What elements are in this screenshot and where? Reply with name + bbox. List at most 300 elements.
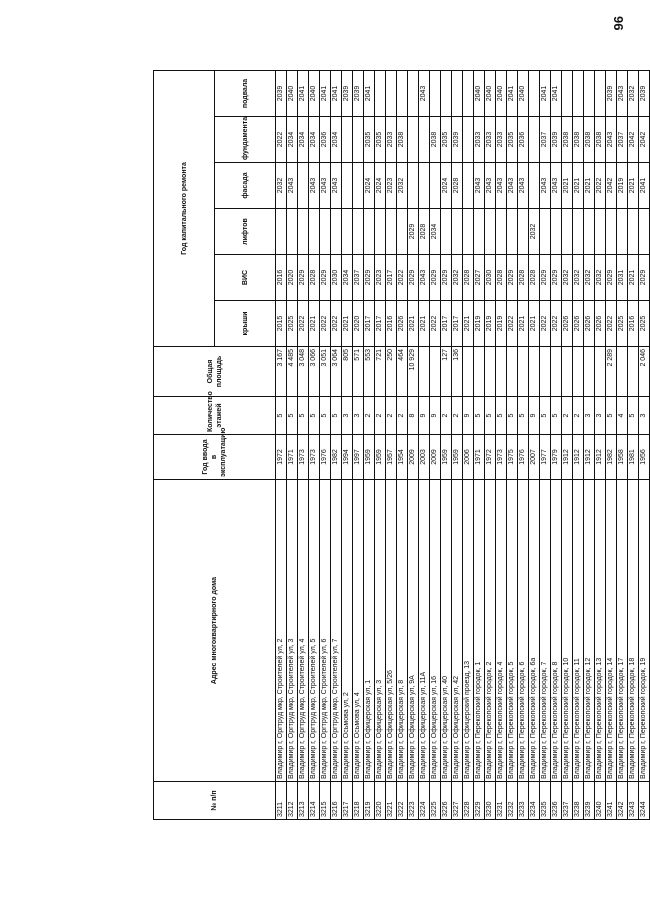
- cell-vis: 2020: [287, 255, 298, 301]
- cell-area: [430, 347, 441, 397]
- cell-floors: 2: [386, 397, 397, 435]
- cell-address: Владимир г, Перекопский городок, 7: [540, 480, 551, 782]
- cell-num: 3227: [452, 782, 463, 820]
- cell-basement: 2041: [364, 70, 375, 116]
- cell-roof: 2017: [375, 301, 386, 347]
- header-address: Адрес многоквартирного дома: [154, 480, 276, 782]
- cell-lifts: [364, 209, 375, 255]
- cell-year: 2009: [430, 435, 441, 480]
- cell-area: 3 066: [309, 347, 320, 397]
- cell-roof: 2022: [551, 301, 562, 347]
- cell-foundation: 2038: [573, 117, 584, 163]
- cell-area: 2 046: [639, 347, 650, 397]
- cell-foundation: 2039: [452, 117, 463, 163]
- cell-address: Владимир г, Осьмова ул, 4: [353, 480, 364, 782]
- cell-basement: 2039: [353, 70, 364, 116]
- cell-lifts: [507, 209, 518, 255]
- cell-address: Владимир г, Оргтруд мкр, Строителей ул, 2: [276, 480, 287, 782]
- cell-year: 1981: [628, 435, 639, 480]
- cell-roof: 2026: [573, 301, 584, 347]
- cell-roof: 2026: [584, 301, 595, 347]
- cell-foundation: 2039: [551, 117, 562, 163]
- cell-address: Владимир г, Перекопский городок, 18: [628, 480, 639, 782]
- cell-basement: [562, 70, 573, 116]
- table-row: [276, 70, 287, 819]
- header-year: Год ввода в эксплуатацию: [154, 435, 276, 480]
- cell-year: 1977: [540, 435, 551, 480]
- cell-facade: 2043: [496, 163, 507, 209]
- cell-vis: 2030: [485, 255, 496, 301]
- table-row: [353, 70, 364, 819]
- cell-roof: 2016: [628, 301, 639, 347]
- cell-vis: 2032: [452, 255, 463, 301]
- cell-foundation: 2034: [287, 117, 298, 163]
- cell-basement: 2039: [342, 70, 353, 116]
- cell-foundation: 2038: [595, 117, 606, 163]
- cell-roof: 2022: [320, 301, 331, 347]
- cell-year: 1973: [298, 435, 309, 480]
- cell-facade: 2043: [518, 163, 529, 209]
- cell-num: 3239: [584, 782, 595, 820]
- cell-roof: 2019: [485, 301, 496, 347]
- cell-basement: 2041: [540, 70, 551, 116]
- cell-address: Владимир г, Перекопский городок, 8: [551, 480, 562, 782]
- cell-basement: 2043: [617, 70, 628, 116]
- cell-year: 1976: [518, 435, 529, 480]
- cell-facade: 2032: [397, 163, 408, 209]
- cell-num: 3213: [298, 782, 309, 820]
- cell-roof: 2022: [507, 301, 518, 347]
- cell-basement: 2039: [606, 70, 617, 116]
- cell-year: 1994: [342, 435, 353, 480]
- table-row: [595, 70, 606, 819]
- cell-address: Владимир г, Офицерский проезд, 13: [463, 480, 474, 782]
- cell-facade: 2043: [474, 163, 485, 209]
- cell-address: Владимир г, Оргтруд мкр, Строителей ул, 6: [320, 480, 331, 782]
- cell-roof: 2022: [331, 301, 342, 347]
- cell-basement: 2040: [518, 70, 529, 116]
- cell-floors: 9: [463, 397, 474, 435]
- header-repair-group: Год капитального ремонта: [154, 70, 215, 346]
- cell-address: Владимир г, Перекопский городок, 6а: [529, 480, 540, 782]
- header-floors: Количество этажей: [154, 397, 276, 435]
- cell-lifts: [485, 209, 496, 255]
- cell-num: 3232: [507, 782, 518, 820]
- cell-foundation: 2035: [364, 117, 375, 163]
- cell-roof: 2025: [639, 301, 650, 347]
- cell-num: 3241: [606, 782, 617, 820]
- cell-floors: 9: [419, 397, 430, 435]
- cell-floors: 2: [452, 397, 463, 435]
- table-header: [154, 70, 276, 819]
- cell-foundation: 2042: [639, 117, 650, 163]
- cell-vis: 2029: [507, 255, 518, 301]
- cell-floors: 5: [309, 397, 320, 435]
- cell-area: [474, 347, 485, 397]
- cell-lifts: [276, 209, 287, 255]
- cell-lifts: [298, 209, 309, 255]
- cell-foundation: 2034: [309, 117, 320, 163]
- cell-num: 3237: [562, 782, 573, 820]
- table-row: [298, 70, 309, 819]
- cell-lifts: [518, 209, 529, 255]
- cell-floors: 9: [430, 397, 441, 435]
- cell-facade: [529, 163, 540, 209]
- cell-facade: [298, 163, 309, 209]
- cell-floors: 5: [540, 397, 551, 435]
- header-lifts: лифтов: [215, 209, 276, 255]
- cell-vis: 2030: [331, 255, 342, 301]
- page-number: 96: [611, 16, 626, 31]
- cell-floors: 2: [375, 397, 386, 435]
- cell-area: 805: [342, 347, 353, 397]
- header-num: № п/п: [154, 782, 276, 820]
- cell-num: 3223: [408, 782, 419, 820]
- cell-area: [529, 347, 540, 397]
- cell-lifts: 2032: [529, 209, 540, 255]
- cell-foundation: [529, 117, 540, 163]
- cell-area: [551, 347, 562, 397]
- cell-basement: 2040: [474, 70, 485, 116]
- cell-roof: 2021: [408, 301, 419, 347]
- cell-lifts: [309, 209, 320, 255]
- table-row: [309, 70, 320, 819]
- cell-address: Владимир г, Перекопский городок, 14: [606, 480, 617, 782]
- cell-vis: 2029: [639, 255, 650, 301]
- table-row: [364, 70, 375, 819]
- cell-area: [518, 347, 529, 397]
- cell-facade: 2043: [309, 163, 320, 209]
- cell-year: 1954: [397, 435, 408, 480]
- cell-year: 1959: [452, 435, 463, 480]
- table-row: [287, 70, 298, 819]
- cell-floors: 2: [364, 397, 375, 435]
- cell-vis: 2031: [617, 255, 628, 301]
- cell-foundation: [353, 117, 364, 163]
- cell-foundation: 2035: [507, 117, 518, 163]
- cell-num: 3242: [617, 782, 628, 820]
- cell-year: 1957: [386, 435, 397, 480]
- cell-area: 3 048: [298, 347, 309, 397]
- cell-num: 3228: [463, 782, 474, 820]
- cell-lifts: [386, 209, 397, 255]
- cell-basement: 2040: [485, 70, 496, 116]
- cell-area: [595, 347, 606, 397]
- cell-address: Владимир г, Офицерская ул, 11А: [419, 480, 430, 782]
- cell-address: Владимир г, Офицерская ул, 40: [441, 480, 452, 782]
- table-row: [507, 70, 518, 819]
- cell-num: 3244: [639, 782, 650, 820]
- cell-year: 2009: [408, 435, 419, 480]
- table-row: [496, 70, 507, 819]
- table-row: [485, 70, 496, 819]
- cell-roof: 2026: [397, 301, 408, 347]
- cell-num: 3236: [551, 782, 562, 820]
- cell-foundation: 2022: [276, 117, 287, 163]
- cell-basement: 2043: [419, 70, 430, 116]
- header-facade: фасада: [215, 163, 276, 209]
- table-row: [342, 70, 353, 819]
- cell-vis: 2028: [529, 255, 540, 301]
- cell-lifts: [452, 209, 463, 255]
- cell-floors: 5: [474, 397, 485, 435]
- cell-facade: 2043: [485, 163, 496, 209]
- cell-year: 1973: [309, 435, 320, 480]
- header-basement: подвала: [215, 70, 276, 116]
- cell-roof: 2025: [287, 301, 298, 347]
- cell-roof: 2017: [452, 301, 463, 347]
- cell-floors: 5: [331, 397, 342, 435]
- cell-roof: 2025: [617, 301, 628, 347]
- cell-roof: 2016: [386, 301, 397, 347]
- cell-basement: [441, 70, 452, 116]
- cell-address: Владимир г, Офицерская ул, 8: [397, 480, 408, 782]
- cell-foundation: 2034: [331, 117, 342, 163]
- cell-vis: 2043: [419, 255, 430, 301]
- cell-facade: 2023: [386, 163, 397, 209]
- cell-basement: 2041: [331, 70, 342, 116]
- cell-area: [562, 347, 573, 397]
- cell-facade: 2043: [507, 163, 518, 209]
- cell-foundation: 2033: [474, 117, 485, 163]
- cell-year: 1912: [595, 435, 606, 480]
- cell-year: 1975: [507, 435, 518, 480]
- table-body: [276, 70, 650, 819]
- table-row: [320, 70, 331, 819]
- cell-roof: 2019: [496, 301, 507, 347]
- cell-roof: 2021: [419, 301, 430, 347]
- cell-facade: [430, 163, 441, 209]
- cell-area: 553: [364, 347, 375, 397]
- cell-floors: 5: [485, 397, 496, 435]
- cell-basement: 2040: [287, 70, 298, 116]
- cell-lifts: [397, 209, 408, 255]
- cell-floors: 5: [551, 397, 562, 435]
- cell-roof: 2021: [309, 301, 320, 347]
- cell-facade: 2042: [606, 163, 617, 209]
- cell-address: Владимир г, Оргтруд мкр, Строителей ул, 5: [309, 480, 320, 782]
- cell-area: [573, 347, 584, 397]
- cell-facade: 2021: [573, 163, 584, 209]
- cell-year: 1982: [606, 435, 617, 480]
- cell-num: 3222: [397, 782, 408, 820]
- table-row: [397, 70, 408, 819]
- capital-repair-table: [153, 70, 650, 820]
- table-row: [518, 70, 529, 819]
- cell-area: [507, 347, 518, 397]
- cell-facade: [408, 163, 419, 209]
- cell-vis: 2028: [518, 255, 529, 301]
- cell-num: 3226: [441, 782, 452, 820]
- cell-lifts: [496, 209, 507, 255]
- cell-roof: 2021: [342, 301, 353, 347]
- cell-area: [617, 347, 628, 397]
- cell-basement: 2039: [639, 70, 650, 116]
- cell-roof: 2022: [430, 301, 441, 347]
- cell-num: 3243: [628, 782, 639, 820]
- cell-year: 1959: [441, 435, 452, 480]
- cell-year: 1958: [617, 435, 628, 480]
- cell-roof: 2022: [298, 301, 309, 347]
- cell-lifts: [628, 209, 639, 255]
- cell-floors: 5: [496, 397, 507, 435]
- cell-facade: 2019: [617, 163, 628, 209]
- cell-basement: [584, 70, 595, 116]
- cell-vis: 2022: [397, 255, 408, 301]
- cell-num: 3233: [518, 782, 529, 820]
- cell-floors: 5: [518, 397, 529, 435]
- cell-num: 3240: [595, 782, 606, 820]
- cell-lifts: 2029: [408, 209, 419, 255]
- table-row: [441, 70, 452, 819]
- cell-year: 1973: [496, 435, 507, 480]
- table-row: [584, 70, 595, 819]
- cell-foundation: 2038: [562, 117, 573, 163]
- cell-area: 250: [386, 347, 397, 397]
- cell-address: Владимир г, Оргтруд мкр, Строителей ул, 3: [287, 480, 298, 782]
- cell-roof: 2022: [540, 301, 551, 347]
- cell-vis: 2029: [364, 255, 375, 301]
- cell-num: 3230: [485, 782, 496, 820]
- cell-floors: 5: [507, 397, 518, 435]
- cell-address: Владимир г, Осьмова ул, 2: [342, 480, 353, 782]
- cell-area: [584, 347, 595, 397]
- cell-address: Владимир г, Офицерская ул, 3: [375, 480, 386, 782]
- cell-facade: 2021: [584, 163, 595, 209]
- cell-lifts: [573, 209, 584, 255]
- table-row: [639, 70, 650, 819]
- table-row: [430, 70, 441, 819]
- cell-basement: [397, 70, 408, 116]
- cell-area: 10 929: [408, 347, 419, 397]
- cell-lifts: [320, 209, 331, 255]
- cell-area: 721: [375, 347, 386, 397]
- cell-foundation: 2033: [485, 117, 496, 163]
- cell-num: 3218: [353, 782, 364, 820]
- cell-facade: [463, 163, 474, 209]
- cell-basement: [463, 70, 474, 116]
- cell-vis: 2017: [386, 255, 397, 301]
- cell-year: 1972: [485, 435, 496, 480]
- cell-year: 1971: [287, 435, 298, 480]
- cell-vis: 2029: [408, 255, 419, 301]
- cell-vis: 2032: [595, 255, 606, 301]
- cell-floors: 5: [320, 397, 331, 435]
- table-row: [474, 70, 485, 819]
- cell-floors: 5: [628, 397, 639, 435]
- cell-area: 571: [353, 347, 364, 397]
- cell-year: 1971: [474, 435, 485, 480]
- cell-num: 3212: [287, 782, 298, 820]
- table-row: [551, 70, 562, 819]
- cell-floors: 3: [353, 397, 364, 435]
- cell-vis: 2029: [320, 255, 331, 301]
- cell-year: 1997: [353, 435, 364, 480]
- cell-address: Владимир г, Перекопский городок, 2: [485, 480, 496, 782]
- cell-roof: 2017: [364, 301, 375, 347]
- cell-num: 3219: [364, 782, 375, 820]
- cell-vis: 2028: [463, 255, 474, 301]
- cell-num: 3220: [375, 782, 386, 820]
- cell-floors: 5: [276, 397, 287, 435]
- cell-year: 1959: [375, 435, 386, 480]
- cell-basement: 2041: [551, 70, 562, 116]
- cell-floors: 9: [529, 397, 540, 435]
- cell-facade: 2021: [562, 163, 573, 209]
- cell-area: 3 167: [276, 347, 287, 397]
- cell-area: 2 289: [606, 347, 617, 397]
- table-row: [419, 70, 430, 819]
- cell-lifts: [584, 209, 595, 255]
- cell-floors: 2: [441, 397, 452, 435]
- cell-lifts: [551, 209, 562, 255]
- cell-num: 3216: [331, 782, 342, 820]
- cell-roof: 2021: [463, 301, 474, 347]
- cell-basement: 2041: [298, 70, 309, 116]
- cell-foundation: 2036: [518, 117, 529, 163]
- cell-floors: 3: [595, 397, 606, 435]
- cell-address: Владимир г, Оргтруд мкр, Строителей ул, 7: [331, 480, 342, 782]
- cell-facade: [353, 163, 364, 209]
- header-roof: крыши: [215, 301, 276, 347]
- cell-facade: 2041: [639, 163, 650, 209]
- table-row: [529, 70, 540, 819]
- cell-basement: 2039: [276, 70, 287, 116]
- cell-area: 4 485: [287, 347, 298, 397]
- cell-foundation: 2033: [386, 117, 397, 163]
- cell-floors: 3: [639, 397, 650, 435]
- cell-basement: [452, 70, 463, 116]
- table-row: [463, 70, 474, 819]
- cell-area: [628, 347, 639, 397]
- table-row: [540, 70, 551, 819]
- cell-address: Владимир г, Перекопский городок, 13: [595, 480, 606, 782]
- cell-area: [496, 347, 507, 397]
- cell-vis: 2034: [342, 255, 353, 301]
- cell-vis: 2029: [298, 255, 309, 301]
- cell-address: Владимир г, Перекопский городок, 10: [562, 480, 573, 782]
- cell-foundation: [408, 117, 419, 163]
- cell-address: Владимир г, Офицерская ул, 5/26: [386, 480, 397, 782]
- cell-facade: 2021: [628, 163, 639, 209]
- cell-roof: 2020: [353, 301, 364, 347]
- cell-foundation: 2037: [540, 117, 551, 163]
- cell-facade: 2024: [364, 163, 375, 209]
- cell-lifts: [342, 209, 353, 255]
- cell-floors: 3: [584, 397, 595, 435]
- cell-vis: 2028: [309, 255, 320, 301]
- cell-year: 1956: [639, 435, 650, 480]
- header-area: Общая площадь: [154, 347, 276, 397]
- table-row: [573, 70, 584, 819]
- cell-foundation: 2035: [441, 117, 452, 163]
- cell-floors: 2: [562, 397, 573, 435]
- cell-basement: [386, 70, 397, 116]
- cell-basement: [595, 70, 606, 116]
- cell-foundation: 2038: [584, 117, 595, 163]
- cell-vis: 2032: [584, 255, 595, 301]
- cell-roof: 2017: [441, 301, 452, 347]
- cell-num: 3225: [430, 782, 441, 820]
- cell-vis: 2029: [430, 255, 441, 301]
- cell-year: 2006: [463, 435, 474, 480]
- cell-address: Владимир г, Офицерская ул, 42: [452, 480, 463, 782]
- cell-address: Владимир г, Перекопский городок, 19: [639, 480, 650, 782]
- cell-facade: 2043: [540, 163, 551, 209]
- cell-address: Владимир г, Перекопский городок, 1: [474, 480, 485, 782]
- cell-foundation: 2034: [298, 117, 309, 163]
- cell-year: 1912: [584, 435, 595, 480]
